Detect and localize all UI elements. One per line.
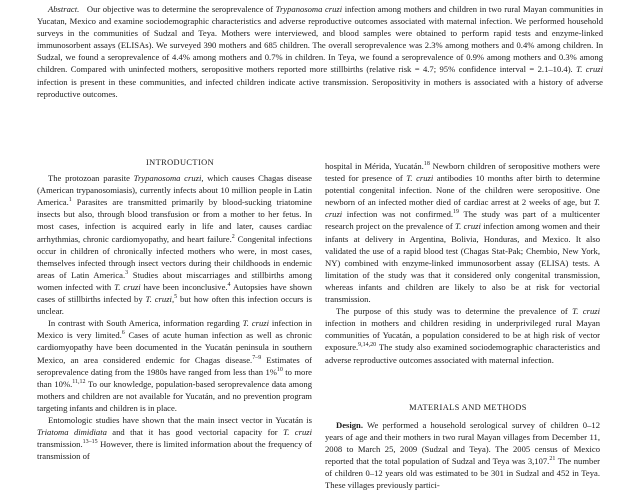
purpose-paragraph: The purpose of this study was to determine the prevalence of T. cruzi infection in mothers and children residing in underprivileged rural Mayan communities of Yucatán, a population considered to be at high risk of vector exposure.$^{9,14,20}$ The study also examined sociodemographic characteristics and adverse reproductive outcomes associated with maternal infection. bbox=[325, 306, 600, 365]
intro-paragraph-1: The protozoan parasite Trypanosoma cruzi, which causes Chagas disease (American trypanosomiasis), currently infects about 10 million people in Latin America.$^1$ Parasites are transmitted primarily by blood-sucking triatomine insects but also, through blood transfusion or from a mother to her fetus. In most cases, infection is acquired early in life and later, causes cardiac arrhythmias, chronic cardiomyopathy, and heart failure.$^2$ Congenital infections occur in children of chronically infected mothers who were, in most cases, themselves infected through insect vectors during their childhoods in endemic areas of Latin America.$^3$ Studies about miscarriages and stillbirths among women infected with T. cruzi have been inconclusive.$^4$ Autopsies have shown cases of stillbirths infected by T. cruzi,$^5$ but how often this infection occurs is unclear. bbox=[37, 173, 313, 317]
methods-heading: MATERIALS AND METHODS bbox=[409, 402, 527, 412]
abstract-paragraph bbox=[37, 3, 603, 100]
abstract-body: Our objective was to determine the seroprevalence of Trypanosoma cruzi infection among mothers and children in two rural Mayan communities in Yucatan, Mexico and examine sociodemographic characteristics and adverse reproductive outcomes associated with maternal infection. We performed household surveys in the communities of Sudzal and Teya. Mothers were interviewed, and blood samples were obtained to perform rapid tests and enzyme-linked immunosorbent assays (ELISAs). We surveyed 390 mothers and 685 children. The overall seroprevalence was 2.3% among mothers and 0.4% among children. In Sudzal, we found a seroprevalence of 4.4% among mothers and 0.7% in children. In Teya, we found a seroprevalence of 0.9% among mothers and 0.3% among children. Compared with uninfected mothers, seropositive mothers reported more stillbirths (relative risk = 4.7; 95% confidence interval = 2.1–10.4). T. cruzi infection is present in these communities, and infected children indicate active transmission. Seropositivity in mothers is associated with a history of adverse reproductive outcomes. bbox=[37, 4, 603, 99]
design-label: Design. bbox=[336, 419, 363, 430]
design-body: We performed a household serological survey of children 0–12 years of age and their mothers in two rural Mayan villages from December 11, 2008 to March 25, 2009 (Sudzal and Teya). The 2005 census of Mexico reported that the total population of Sudzal and Teya was 3,107.21 The number of children 0–12 years old was estimated to be 301 in Sudzal and 452 in Teya. These villages previously partici- bbox=[325, 419, 600, 491]
left-column bbox=[37, 157, 312, 462]
right-column bbox=[325, 160, 600, 491]
abstract-label: Abstract. bbox=[48, 4, 80, 14]
intro-paragraph-2: In contrast with South America, information regarding T. cruzi infection in Mexico is very limited.$^6$ Cases of acute human infection as well as chronic cardiomyopathy have been documented in the Yucatán peninsula in southern Mexico, an area considered endemic for Chagas disease.$^{7-9}$ Estimates of seroprevalence dating from the 1980s have ranged from less than 1%$^{10}$ to more than 10%.$^{11,12}$ To our knowledge, population-based seroprevalence data among mothers and children are not available for Yucatán, and no prevention program targeting infants and children is in place. bbox=[37, 318, 312, 413]
abstract bbox=[37, 3, 603, 100]
intro-paragraph-3: Entomologic studies have shown that the main insect vector in Yucatán is Triatoma dimidiata and that it has good vectorial capacity for T. cruzi transmission.$^{13-15}$ However, there is limited information about the frequency of transmission of bbox=[37, 414, 312, 462]
design-paragraph bbox=[325, 419, 600, 491]
intro-continued-paragraph: hospital in Mérida, Yucatán.$^{18}$ Newborn children of seropositive mothers were tested for presence of T. cruzi antibodies 10 months after birth to determine potential congenital infection. None of the children were seropositive. One newborn of an infected mother died of cardiac arrest at 2 weeks of age, but T. cruzi infection was not confirmed.$^{19}$ The study was part of a multicenter research project on the prevalence of T. cruzi infection among women and their infants at delivery in Argentina, Bolivia, Honduras, and Mexico. It also validated the use of a rapid blood test (Chagas Stat-Pak; Chembio, New York, NY) combined with enzyme-linked immunosorbent assay (ELISA) tests. A limitation of the study was that it considered only congenital transmission, whereas infants and children are likely to also be at risk for vectorial transmission. bbox=[325, 161, 600, 305]
introduction-heading: INTRODUCTION bbox=[145, 158, 215, 167]
